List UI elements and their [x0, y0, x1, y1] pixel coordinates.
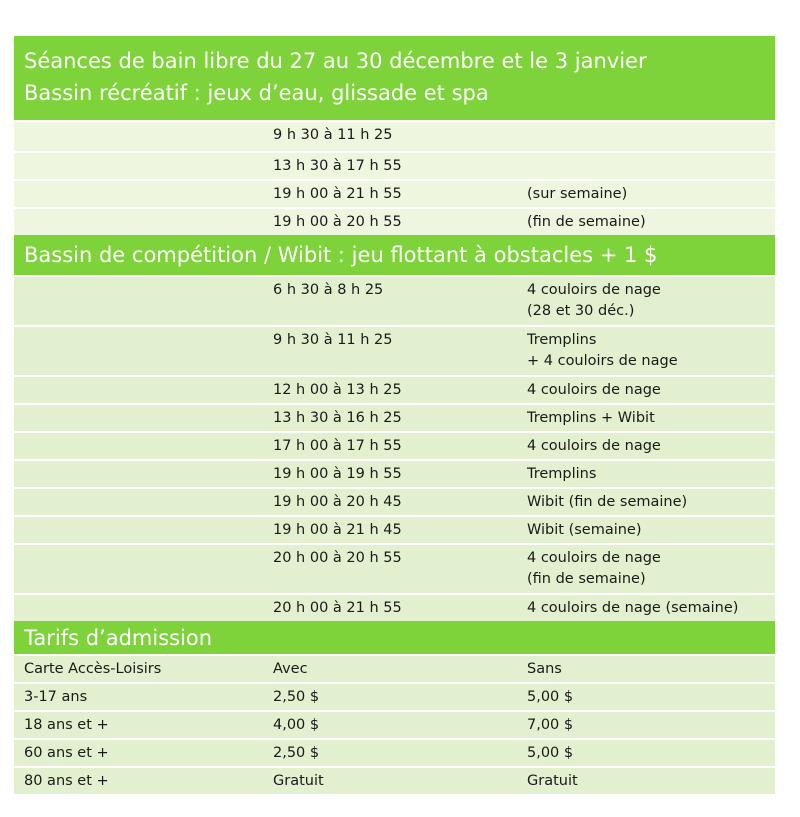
section-header-competition: [14, 235, 775, 275]
table-row: [14, 431, 775, 459]
table-row: [14, 120, 775, 151]
price-sans-cell: Gratuit: [527, 773, 578, 789]
table-row: [14, 375, 775, 403]
time-cell: 13 h 30 à 17 h 55: [273, 158, 402, 174]
table-row: [14, 207, 775, 235]
table-row: [14, 738, 775, 766]
time-cell: 19 h 00 à 21 h 45: [273, 522, 402, 538]
section-title-dates: Séances de bain libre du 27 au 30 décembre et le 3 janvier: [24, 49, 647, 73]
note-cell: (sur semaine): [527, 186, 628, 202]
table-row: [14, 275, 775, 325]
section-subtitle-recreatif: Bassin récréatif : jeux d’eau, glissade et spa: [24, 81, 489, 105]
table-row: [14, 766, 775, 794]
time-cell: 17 h 00 à 17 h 55: [273, 438, 402, 454]
note-cell: 4 couloirs de nage (fin de semaine): [527, 550, 661, 587]
time-cell: 9 h 30 à 11 h 25: [273, 332, 393, 348]
table-row: [14, 459, 775, 487]
note-cell: 4 couloirs de nage: [527, 382, 661, 398]
price-sans-cell: 7,00 $: [527, 717, 574, 733]
section-header-tarifs: [14, 621, 775, 654]
price-avec-cell: 2,50 $: [273, 689, 320, 705]
table-row: [14, 325, 775, 375]
carte-label: Carte Accès-Loisirs: [24, 661, 162, 677]
note-cell: Wibit (semaine): [527, 522, 642, 538]
price-avec-cell: 2,50 $: [273, 745, 320, 761]
avec-header: Avec: [273, 661, 308, 677]
age-cell: 80 ans et +: [24, 773, 109, 789]
table-row: [14, 682, 775, 710]
price-sans-cell: 5,00 $: [527, 745, 574, 761]
table-row: [14, 593, 775, 621]
time-cell: 19 h 00 à 20 h 55: [273, 214, 402, 230]
table-row: [14, 179, 775, 207]
table-header-row: [14, 654, 775, 682]
time-cell: 19 h 00 à 21 h 55: [273, 186, 402, 202]
time-cell: 19 h 00 à 19 h 55: [273, 466, 402, 482]
price-avec-cell: 4,00 $: [273, 717, 320, 733]
table-row: [14, 543, 775, 593]
note-cell: Tremplins + Wibit: [527, 410, 655, 426]
age-cell: 3-17 ans: [24, 689, 88, 705]
section-header-bain-libre: [14, 36, 775, 120]
table-row: [14, 403, 775, 431]
age-cell: 18 ans et +: [24, 717, 109, 733]
time-cell: 19 h 00 à 20 h 45: [273, 494, 402, 510]
price-sans-cell: 5,00 $: [527, 689, 574, 705]
price-avec-cell: Gratuit: [273, 773, 324, 789]
table-row: [14, 515, 775, 543]
schedule-sheet: [14, 36, 775, 794]
time-cell: 20 h 00 à 21 h 55: [273, 600, 402, 616]
time-cell: 9 h 30 à 11 h 25: [273, 127, 393, 143]
note-cell: Wibit (fin de semaine): [527, 494, 688, 510]
note-cell: Tremplins: [527, 466, 597, 482]
sans-header: Sans: [527, 661, 562, 677]
time-cell: 20 h 00 à 20 h 55: [273, 550, 402, 566]
note-cell: Tremplins + 4 couloirs de nage: [527, 332, 678, 369]
age-cell: 60 ans et +: [24, 745, 109, 761]
time-cell: 13 h 30 à 16 h 25: [273, 410, 402, 426]
time-cell: 6 h 30 à 8 h 25: [273, 282, 384, 298]
table-row: [14, 487, 775, 515]
table-row: [14, 151, 775, 179]
note-cell: 4 couloirs de nage (28 et 30 déc.): [527, 282, 661, 319]
note-cell: [527, 153, 775, 179]
section-title-tarifs: Tarifs d’admission: [24, 626, 213, 650]
time-cell: 12 h 00 à 13 h 25: [273, 382, 402, 398]
note-cell: 4 couloirs de nage (semaine): [527, 600, 739, 616]
table-row: [14, 710, 775, 738]
section-title-competition: Bassin de compétition / Wibit : jeu flottant à obstacles + 1 $: [24, 243, 658, 267]
note-cell: [527, 122, 775, 151]
note-cell: (fin de semaine): [527, 214, 646, 230]
note-cell: 4 couloirs de nage: [527, 438, 661, 454]
